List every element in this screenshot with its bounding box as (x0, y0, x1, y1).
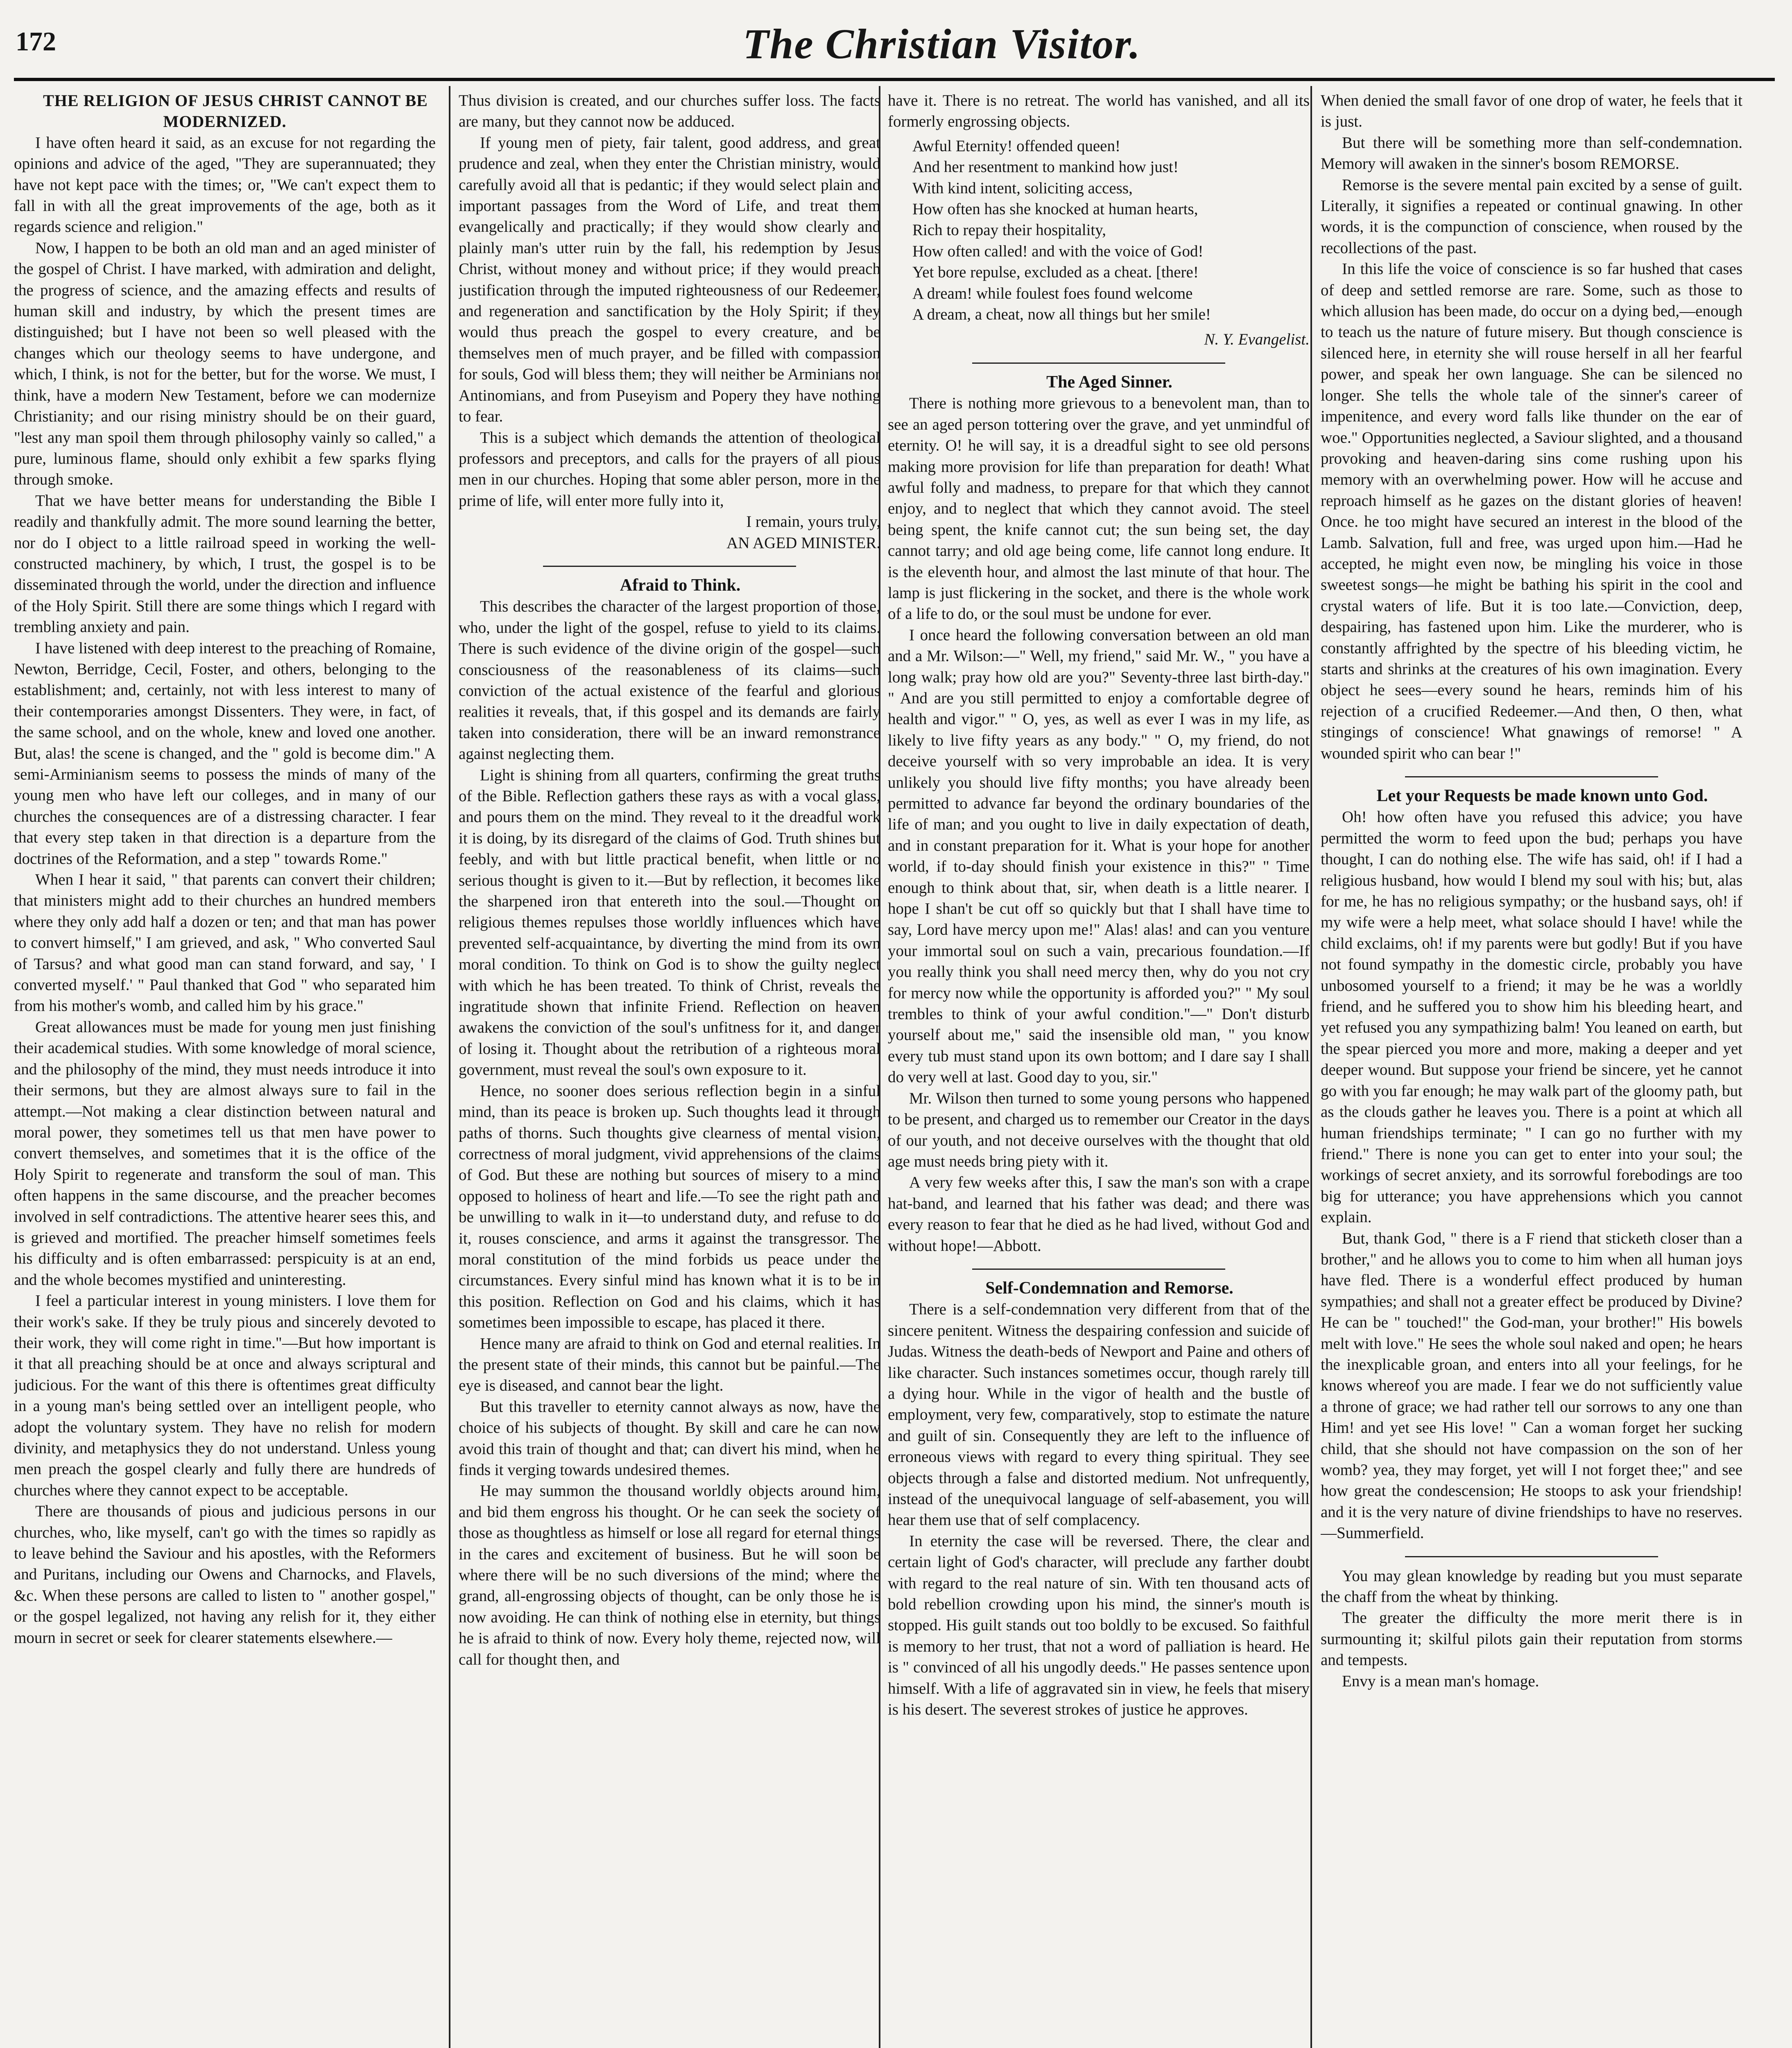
article-headline: Let your Requests be made known unto God. (1376, 786, 1708, 805)
column-2 (459, 90, 880, 2048)
poem-line: A dream, a cheat, now all things but her smile! (912, 306, 1211, 324)
poem-line: Awful Eternity! offended queen! (912, 137, 1120, 155)
paragraph: I once heard the following conversation between an old man and a Mr. Wilson:—" Well, my friend," said Mr. W., " you have a long walk; pray how old are you?" Seventy-three last birth-day." " And are you still permitted to enjoy a comfortable degree of health and vigor." " O, yes, as well as ever I was in my life, as likely to live fifty years as any body." " O, my friend, do not deceive yourself with so very improbable an idea. It is very unlikely you should live fifty months; you have already been permitted to advance far beyond the ordinary boundaries of the life of man; and you ought to live in daily expectation of death, and in constant preparation for it. What is your hope for another world, if to-day should finish your existence in this?" " Time enough to think about that, sir, when death is a little nearer. I hope I shan't be cut off so quickly but that I shall have time to say, Lord have mercy upon me!" Alas! alas! and can you venture your immortal soul on such a vain, precarious foundation.—If you really think you shall need mercy then, why do you not cry for mercy now while the opportunity is afforded you?" " My soul trembles to think of your awful condition."—" Don't disturb yourself about me," said the insensible old man, " you know every tub must stand upon its own bottom; and I dare say I shall do very well at last. Good day to you, sir." (888, 626, 1310, 1086)
paragraph: The greater the difficulty the more merit there is in surmounting it; skilful pilots gain their reputation from storms and tempests. (1321, 1609, 1742, 1669)
paragraph: You may glean knowledge by reading but you must separate the chaff from the wheat by thinking. (1321, 1567, 1742, 1606)
paragraph: Thus division is created, and our churches suffer loss. The facts are many, but they cannot now be adduced. (459, 92, 880, 131)
paragraph: Now, I happen to be both an old man and an aged minister of the gospel of Christ. I have marked, with admiration and delight, the progress of science, and the amazing effects and results of human skill and industry, by which the present times are distinguished; but I have not been so well pleased with the changes which our theology seems to have undergone, and which, I think, is not for the better, but for the worse. We must, I think, have a modern New Testament, before we can modernize Christianity; and our rising ministry should be on their guard, "lest any man spoil them through philosophy vainly so called," a pure, luminous flame, should only exhibit a few sparks flying through smoke. (14, 239, 436, 489)
paragraph: Hence, no sooner does serious reflection begin in a sinful mind, than its peace is broken up. Such thoughts lead it through paths of thorns. Such thoughts give clearness of mental vision, correctness of moral judgment, vivid apprehensions of the claims of God. But these are nothing but sources of misery to a mind opposed to holiness of heart and life.—To see the right path and be unwilling to walk in it—to understand duty, and refuse to do it, rouses conscience, and arms it against the transgressor. The moral constitution of the mind forbids us peace under the circumstances. Every sinful mind has known what it is to be in this position. Reflection on God and his claims, which it has sometimes been impossible to escape, has placed it there. (459, 1082, 880, 1332)
paragraph: Oh! how often have you refused this advice; you have permitted the worm to feed upon the bud; perhaps you have thought, I can do nothing else. The wife has said, oh! if I had a religious husband, how would I blend my soul with his; but, alas for me, he has no religious sympathy; or the husband says, oh! if my wife were a help meet, what solace should I have! while the child exclaims, oh! if my parents were but godly! But if you have not found sympathy in the domestic circle, probably you have unbosomed yourself to a friend; it may be he was a worldly friend, and he suffered you to show him his bleeding heart, and yet refused you any sympathizing balm! You leaned on earth, but the spear pierced you more and more, making a deeper and yet deeper wound. But suppose your friend be sincere, yet he cannot go with you far enough; he may walk part of the gloomy path, but as the clouds gather he leaves you. There is a point at which all human friendships terminate; " I can go no further with my friend." There is none you can get to enter into your soul; the workings of secret anxiety, and its sorrowful forebodings are too big for utterance; you have apprehensions which you cannot explain. (1321, 808, 1742, 1226)
paragraph: have it. There is no retreat. The world has vanished, and all its formerly engrossing objects. (888, 92, 1310, 131)
paragraph: This is a subject which demands the attention of theological professors and preceptors, and calls for the prayers of all pious men in our churches. Hoping that some abler person, more in the prime of life, will enter more fully into it, (459, 428, 880, 510)
paragraph: There is nothing more grievous to a benevolent man, than to see an aged person tottering over the grave, and yet unmindful of eternity. O! he will say, it is a dreadful sight to see old persons making more provision for life than preparation for death! What awful folly and madness, to prepare for that which they cannot enjoy, and to neglect that which they cannot avoid. The steel being spent, the knife cannot cut; the sun being set, the day cannot tarry; and old age being come, life cannot long endure. It is the eleventh hour, and almost the last minute of that hour. The lamp is just flickering in the socket, and there is the whole work of a life to do, or the soul must be undone for ever. (888, 394, 1310, 623)
paragraph: I have often heard it said, as an excuse for not regarding the opinions and advice of the aged, "They are superannuated; they have not kept pace with the times; or, "We can't expect them to fall in with all the great improvements of the age, both as it regards science and religion." (14, 134, 436, 236)
page-number: 172 (16, 27, 56, 57)
signature-author: AN AGED MINISTER. (726, 534, 880, 552)
section-separator (972, 362, 1225, 364)
column-divider (449, 86, 450, 2048)
paragraph: If young men of piety, fair talent, good address, and great prudence and zeal, when they enter the Christian ministry, would carefully avoid all that is pedantic; if they would select plain and important passages from the Word of Life, and treat them evangelically and practically; if they would show clearly and plainly man's utter ruin by the fall, his redemption by Jesus Christ, without money and without price; if they would preach justification through the imputed righteousness of our Redeemer, and regeneration and sanctification by the Holy Spirit; if they would thus preach the gospel to every creature, and be themselves men of much prayer, and be filled with compassion for souls, God will bless them; they will neither be Arminians nor Antinomians, and from Puseyism and Popery they have nothing to fear. (459, 134, 880, 426)
article-headline: Self-Condemnation and Remorse. (985, 1278, 1233, 1298)
column-3 (888, 90, 1310, 2048)
poem-line: And her resentment to mankind how just! (912, 158, 1179, 176)
section-separator (543, 566, 796, 567)
paragraph: He may summon the thousand worldly objects around him, and bid them engross his thought. Or he can seek the society of those as thoughtless as himself or lose all regard for eternal things in the cares and excitement of business. But he will soon be where there will be no such diversions of the mind; where the grand, all-engrossing objects of thought, can be only those he is now avoiding. He can think of nothing else in eternity, but things he is afraid to think of now. Every holy theme, rejected now, will call for thought then, and (459, 1482, 880, 1668)
paragraph: That we have better means for understanding the Bible I readily and thankfully admit. The more sound learning the better, nor do I object to a little railroad speed in working the well-constructed machinery, by which, I trust, the gospel is to be disseminated through the world, under the direction and influence of the Holy Spirit. Still there are some things which I regard with trembling anxiety and pain. (14, 492, 436, 636)
column-divider (1310, 86, 1312, 2048)
paragraph: This describes the character of the largest proportion of those, who, under the light of the gospel, refuse to yield to its claims. There is such evidence of the divine origin of the gospel—such consciousness of the reasonableness of its claims—such conviction of the actual existence of the fearful and glorious realities it reveals, that, if this gospel and its demands are fairly taken into consideration, there will be an inward remonstrance against neglecting them. (459, 598, 880, 763)
paragraph: There is a self-condemnation very different from that of the sincere penitent. Witness the despairing confession and suicide of Judas. Witness the death-beds of Newport and Paine and others of like character. Such instances sometimes occur, though rarely till a dying hour. While in the vigor of health and the bustle of employment, very few, comparatively, stop to estimate the nature and guilt of sin. Consequently they are left to the influence of erroneous views with regard to every thing spiritual. They see objects through a false and distorted medium. Not unfrequently, instead of the unequivocal language of self-abasement, you will hear them use that of self complacency. (888, 1300, 1310, 1529)
poem-line: With kind intent, soliciting access, (912, 179, 1133, 197)
paragraph: Envy is a mean man's homage. (1342, 1672, 1539, 1690)
article-headline: Afraid to Think. (620, 575, 741, 595)
paragraph: In eternity the case will be reversed. There, the clear and certain light of God's character, will preclude any farther doubt with regard to the real nature of sin. With ten thousand acts of bold rebellion crowding upon his mind, the sinner's mouth is stopped. His guilt stands out too boldly to be excused. So faithful is memory to her trust, that not a word of palliation is heard. He is " convinced of all his ungodly deeds." He passes sentence upon himself. With a life of aggravated sin in view, he feels that misery is his desert. The severest strokes of justice he approves. (888, 1532, 1310, 1719)
poem-line: How often has she knocked at human hearts, (912, 200, 1198, 218)
paragraph: Mr. Wilson then turned to some young persons who happened to be present, and charged us to remember our Creator in the days of our youth, and not deceive ourselves with the thought that old age must needs bring piety with it. (888, 1089, 1310, 1170)
article-headline: THE RELIGION OF JESUS CHRIST CANNOT BE MODERNIZED. (43, 91, 428, 131)
poem-line: A dream! while foulest foes found welcome (912, 284, 1193, 302)
signature-closing: I remain, yours truly, (746, 513, 880, 531)
column-1 (14, 90, 436, 2048)
section-separator (1405, 1556, 1658, 1557)
header-rule (14, 78, 1775, 81)
paragraph: I feel a particular interest in young ministers. I love them for their work's sake. If they be truly pious and sincerely devoted to their work, they will come right in time."—But how important is it that all preaching should be at once and always scriptural and judicious. For the want of this there is oftentimes great difficulty in a young man's being settled over an intelligent people, who adopt the voluntary system. They have no relish for modern divinity, and metaphysics they do not understand. Unless young men preach the gospel clearly and fully there are hundreds of churches where they cannot expect to be acceptable. (14, 1292, 436, 1499)
paragraph: Hence many are afraid to think on God and eternal realities. In the present state of their minds, this cannot but be painful.—The eye is diseased, and cannot bear the light. (459, 1334, 880, 1395)
attribution: N. Y. Evangelist. (1204, 331, 1310, 349)
column-4 (1321, 90, 1742, 2048)
poem-line: How often called! and with the voice of God! (912, 242, 1204, 260)
poem (912, 136, 1310, 325)
section-separator (1405, 776, 1658, 777)
paragraph: But, thank God, " there is a F riend that sticketh closer than a brother," and he allows you to come to him when all human joys have fled. There is a wonderful effect produced by human sympathies; and shall not a greater effect be produced by Divine? He can be " touched!" the God-man, your brother!" His bowels melt with love." He sees the whole soul naked and open; he hears the inexplicable groan, and enters into all your feelings, for he knows whereof you are made. I fear we do not sufficiently value a throne of grace; we had rather tell our sorrows to any one than Him! and yet see His love! " Can a woman forget her sucking child, that she should not have compassion on the son of her womb? yea, they may forget, yet will I not forget thee;" and see how great the condescension; He stoops to ask your friendship! and it is the very nature of divine friendships to have no reserves.—Summerfield. (1321, 1229, 1742, 1542)
paragraph: Great allowances must be made for young men just finishing their academical studies. With some knowledge of moral science, and the philosophy of the mind, they must needs introduce it into their sermons, but they are almost always sure to fail in the attempt.—Not making a clear distinction between natural and moral power, they sometimes tell us that men have power to convert themselves, and sometimes that it is the office of the Holy Spirit to regenerate and transform the soul of man. This often happens in the same discourse, and the preacher becomes involved in self contradictions. The attentive hearer sees this, and is grieved and mortified. The preacher himself sometimes feels his difficulty and is often embarrassed: perspicuity is at an end, and the whole becomes mystified and uninteresting. (14, 1018, 436, 1289)
paragraph: When denied the small favor of one drop of water, he feels that it is just. (1321, 92, 1742, 131)
paragraph: But this traveller to eternity cannot always as now, have the choice of his subjects of thought. By skill and care he can now avoid this train of thought and that; can divert his mind, when he finds it verging towards undesired themes. (459, 1398, 880, 1479)
paragraph: I have listened with deep interest to the preaching of Romaine, Newton, Berridge, Cecil, Foster, and others, belonging to the establishment; and, certainly, not with less interest to many of their contemporaries amongst Dissenters. They were, in fact, of the same school, and on the whole, knew and loved one another. But, alas! the scene is changed, and the " gold is become dim." A semi-Arminianism seems to possess the minds of many of the young men who have left our colleges, and in many of our churches the consequences are of a distressing character. I fear that every step taken in that direction is a departure from the doctrines of the Reformation, and a step " towards Rome." (14, 639, 436, 868)
paragraph: But there will be something more than self-condemnation. Memory will awaken in the sinner's bosom REMORSE. (1321, 134, 1742, 173)
paragraph: In this life the voice of conscience is so far hushed that cases of deep and settled remorse are rare. Some, such as those to which allusion has been made, do occur on a dying bed,—enough to teach us the nature of future misery. But though conscience is silenced here, in eternity she will rouse herself in all her fearful power, and speak her own language. She can be silenced no longer. She tells the whole tale of the sinner's career of impenitence, and every word falls like thunder on the ear of woe." Opportunities neglected, a Saviour slighted, and a thousand provoking and heaven-daring sins come rushing upon his memory with an overwhelming power. How will he accuse and reproach himself as he gazes on the distant glories of heaven! Once. he too might have secured an interest in the blood of the Lamb. Salvation, full and free, was urged upon him.—Had he accepted, he might even now, be mingling his voice in those sweetest songs—he might be bathing his spirit in the cool and crystal waters of life. But it is too late.—Conviction, deep, despairing, has fastened upon him. Like the murderer, who is constantly affrighted by the spectre of his bleeding victim, he starts and shrinks at the creatures of his own imagination. Every object he sees—every sound he hears, reminds him of his rejection of a crucified Redeemer.—And then, O then, what stingings of conscience! What gnawings of remorse! " A wounded spirit who can bear !" (1321, 260, 1742, 762)
poem-line: Yet bore repulse, excluded as a cheat. [there! (912, 263, 1199, 281)
paragraph: Light is shining from all quarters, confirming the great truths of the Bible. Reflection gathers these rays as with a vocal glass, and pours them on the mind. They reveal to it the dreadful work it is doing, by its disregard of the claims of God. Truth shines but feebly, and with but little practical benefit, when little or no serious thought is given to it.—But by reflection, it becomes like the sharpened iron that entereth into the soul.—Thought on religious themes repulses those worldly influences which have prevented self-acquaintance, by diverting the mind from its own moral condition. To think on God is to show the guilty neglect with which he has been treated. To think of Christ, reveals the ingratitude shown that infinite Friend. Reflection on heaven awakens the conviction of the soul's unfitness for it, and danger of losing it. Thought about the retribution of a righteous moral government, must reveal the soul's own exposure to it. (459, 766, 880, 1079)
article-headline: The Aged Sinner. (1046, 372, 1172, 392)
poem-line: Rich to repay their hospitality, (912, 221, 1106, 239)
masthead-title: The Christian Visitor. (743, 20, 1141, 68)
paragraph: When I hear it said, " that parents can convert their children; that ministers might add to their churches an hundred members where they only add half a dozen or ten; and that man has power to convert himself," I am grieved, and ask, " Who converted Saul of Tarsus? and what good man can stand forward, and say, ' I converted myself.' " Paul thanked that God " who separated him from his mother's womb, and called him by his grace." (14, 871, 436, 1015)
paragraph: Remorse is the severe mental pain excited by a sense of guilt. Literally, it signifies a repeated or continual gnawing. In other words, it is the compunction of conscience, when roused by the recollections of the past. (1321, 176, 1742, 257)
section-separator (972, 1269, 1225, 1270)
paragraph: There are thousands of pious and judicious persons in our churches, who, like myself, can't go with the times so rapidly as to leave behind the Saviour and his apostles, with the Reformers and Puritans, including our Owens and Charnocks, and Flavels, &c. When these persons are called to listen to " another gospel," or the gospel legalized, not having any relish for it, they either mourn in secret or seek for clearer statements elsewhere.— (14, 1502, 436, 1647)
paragraph: A very few weeks after this, I saw the man's son with a crape hat-band, and learned that his father was dead; and there was every reason to fear that he died as he had lived, without God and without hope!—Abbott. (888, 1174, 1310, 1255)
